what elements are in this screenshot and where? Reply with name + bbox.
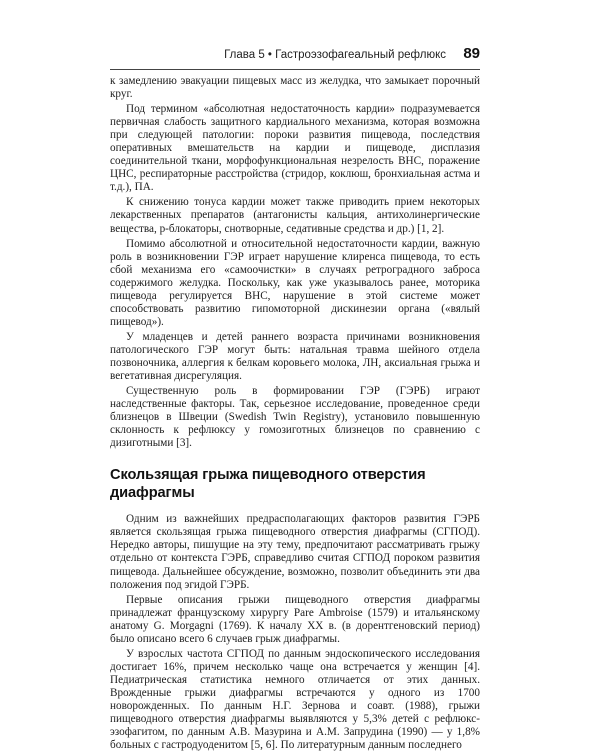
paragraph: Помимо абсолютной и относительной недостаточности кардии, важную роль в возникновении ГЭР играет нарушение клиренса пищевода, то есть сбой механизма его «самоочистки» в случаях ретроградного заброса содержимого желудка. Поскольку, как уже указывалось ранее, моторика пищевода регулируется ВНС, нарушение в этой системе может способствовать развитию гипомоторной дискинезии органа («вялый пищевод»). <box>110 237 480 328</box>
running-title: Глава 5 • Гастроэзофагеальный рефлюкс <box>224 49 446 61</box>
body-text <box>110 75 480 754</box>
paragraph: К снижению тонуса кардии может также приводить прием некоторых лекарственных препаратов (антагонисты кальция, антихолинергические вещества, р-блокаторы, снотворные, седативные средства и др.) [1, 2]. <box>110 196 480 235</box>
section-heading: Скользящая грыжа пищеводного отверстия диафрагмы <box>110 467 426 502</box>
paragraph: к замедлению эвакуации пищевых масс из желудка, что замыкает порочный круг. <box>110 75 480 101</box>
paragraph: Существенную роль в формировании ГЭР (ГЭРБ) играют наследственные факторы. Так, серьезное исследование, проведенное среди близнецов в Швеции (Swedish Twin Registry), установило повышенную склонность к рефлюксу у гомозиготных близнецов по сравнению с дизиготными [3]. <box>110 385 480 450</box>
header-rule <box>110 69 480 70</box>
paragraph: У младенцев и детей раннего возраста причинами возникновения патологического ГЭР могут быть: натальная травма шейного отдела позвоночника, аллергия к белкам коровьего молока, ЛН, аксиальная грыжа и вегетативная дисрегуляция. <box>110 330 480 383</box>
page-header <box>110 43 480 67</box>
paragraph: Одним из важнейших предрасполагающих факторов развития ГЭРБ является скользящая грыжа пищеводного отверстия диафрагмы (СГПОД). Нередко авторы, пишущие на эту тему, предпочитают рассматривать грыжу отдельно от контекста ГЭРБ, справедливо считая СГПОД пороком развития пищевода. Дальнейшее обсуждение, возможно, позволит объединить эти два положения под эгидой ГЭРБ. <box>110 513 480 591</box>
page-number: 89 <box>463 45 480 62</box>
paragraph: У взрослых частота СГПОД по данным эндоскопического исследования достигает 16%, причем несколько чаще она встречается у женщин [4]. Педиатрическая статистика немного отличается от этих данных. Врожденные грыжи диафрагмы встречаются у одного из 1700 новорожденных. По данным Н.Г. Зернова и соавт. (1988), грыжи пищеводного отверстия диафрагмы выявляются у 5,3% детей с рефлюкс-эзофагитом, по данным А.В. Мазурина и А.М. Запрудина (1990) — у 1,8% больных с гастродуоденитом [5, 6]. По литературным данным последнего <box>110 647 480 752</box>
paragraph: Под термином «абсолютная недостаточность кардии» подразумевается первичная слабость защитного кардиального механизма, которая возможна при следующей патологии: пороки развития пищевода, последствия оперативных вмешательств на кардии и пищеводе, дисплазия соединительной ткани, морфофункциональная незрелость ВНС, поражение ЦНС, респираторные расстройства (стридор, коклюш, бронхиальная астма и т.д.), ПА. <box>110 103 480 194</box>
paragraph: Первые описания грыжи пищеводного отверстия диафрагмы принадлежат французскому хирургу Pare Ambroise (1579) и итальянскому анатому G. Morgagni (1769). К началу XX в. (в дорентгеновский период) было описано всего 6 случаев грыж диафрагмы. <box>110 593 480 645</box>
